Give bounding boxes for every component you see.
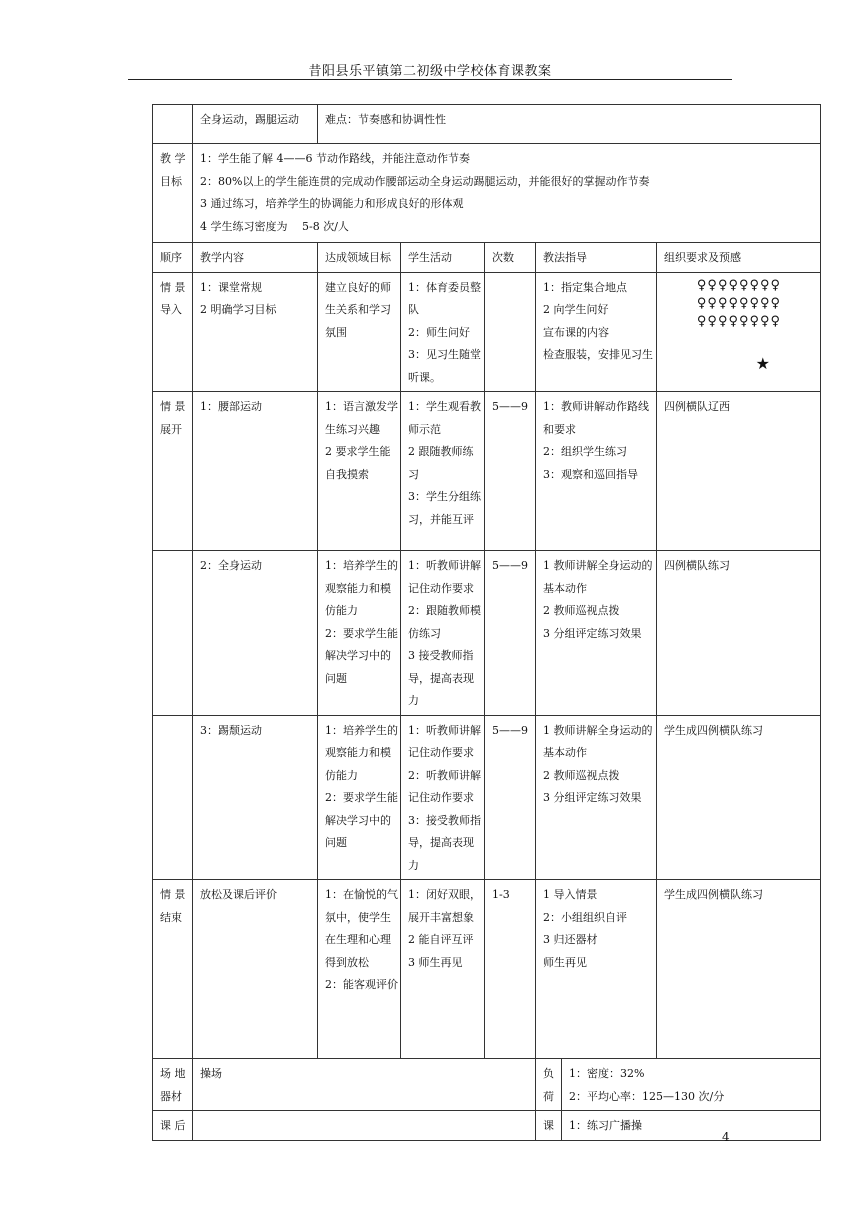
intro-activity: 1：体育委员整 队 2：师生问好 3：见习生随堂 听课。 bbox=[401, 272, 485, 392]
venue-label: 场 地 器材 bbox=[153, 1059, 193, 1111]
col-header-activity: 学生活动 bbox=[401, 243, 485, 273]
develop-guidance: 1 教师讲解全身运动的 基本动作 2 教师巡视点拨 3 分组评定练习效果 bbox=[536, 715, 657, 880]
develop-activity: 1：学生观看教 师示范 2 跟随教师练 习 3：学生分组练 习，并能互评 bbox=[401, 392, 485, 551]
page-number: 4 bbox=[722, 1130, 730, 1144]
after-value bbox=[193, 1111, 536, 1141]
develop-stage: 情 景 展开 bbox=[153, 392, 193, 551]
formation-row: ♀♀♀♀♀♀♀♀ bbox=[696, 313, 782, 329]
topic-row bbox=[153, 105, 821, 144]
develop-stage-continued bbox=[153, 715, 193, 880]
develop-organization: 四例横队辽西 bbox=[657, 392, 821, 551]
ending-row bbox=[153, 880, 821, 1059]
develop-activity: 1：听教师讲解 记住动作要求 2：听教师讲解 记住动作要求 3：接受教师指 导，提高表现 力 bbox=[401, 715, 485, 880]
document-header-title: 昔阳县乐平镇第二初级中学校体育课教案 bbox=[308, 64, 552, 79]
develop-target: 1：语言激发学 生练习兴趣 2 要求学生能 自我摸索 bbox=[318, 392, 401, 551]
intro-count bbox=[485, 272, 536, 392]
teacher-star-icon: ★ bbox=[755, 353, 770, 373]
header-rule bbox=[128, 79, 732, 80]
intro-stage: 情 景 导入 bbox=[153, 272, 193, 392]
topic-content: 全身运动，踢腿运动 bbox=[193, 105, 318, 144]
ending-organization: 学生成四例横队练习 bbox=[657, 880, 821, 1059]
intro-formation bbox=[657, 272, 821, 392]
col-header-order: 顺序 bbox=[153, 243, 193, 273]
ending-activity: 1：闭好双眼， 展开丰富想象 2 能自评互评 3 师生再见 bbox=[401, 880, 485, 1059]
develop-content: 2：全身运动 bbox=[193, 551, 318, 716]
topic-difficulty: 难点：节奏感和协调性性 bbox=[318, 105, 821, 144]
goals-text: 1：学生能了解 4——6 节动作路线，并能注意动作节奏 2：80%以上的学生能连贯的完成动作腰部运动全身运动踢腿运动，并能很好的掌握动作节奏 3 通过练习，培养学生的协调能力和形成良好的形体观 4 学生练习密度为 5-8 次/人 bbox=[193, 144, 821, 243]
formation-row: ♀♀♀♀♀♀♀♀ bbox=[696, 295, 782, 311]
venue-row bbox=[153, 1059, 821, 1111]
develop-row-3 bbox=[153, 715, 821, 880]
develop-guidance: 1：教师讲解动作路线 和要求 2：组织学生练习 3：观察和巡回指导 bbox=[536, 392, 657, 551]
goals-label: 教 学 目标 bbox=[153, 144, 193, 243]
empty-cell bbox=[153, 105, 193, 144]
develop-stage-continued bbox=[153, 551, 193, 716]
develop-row-1 bbox=[153, 392, 821, 551]
col-header-target: 达成领域目标 bbox=[318, 243, 401, 273]
develop-guidance: 1 教师讲解全身运动的 基本动作 2 教师巡视点拨 3 分组评定练习效果 bbox=[536, 551, 657, 716]
class-value: 1：练习广播操 bbox=[562, 1111, 821, 1141]
develop-target: 1：培养学生的 观察能力和模 仿能力 2：要求学生能 解决学习中的 问题 bbox=[318, 551, 401, 716]
ending-count: 1-3 bbox=[485, 880, 536, 1059]
col-header-content: 教学内容 bbox=[193, 243, 318, 273]
intro-target: 建立良好的师 生关系和学习 氛围 bbox=[318, 272, 401, 392]
develop-content: 1：腰部运动 bbox=[193, 392, 318, 551]
intro-row bbox=[153, 272, 821, 392]
develop-count: 5——9 bbox=[485, 551, 536, 716]
develop-count: 5——9 bbox=[485, 715, 536, 880]
load-label: 负 荷 bbox=[536, 1059, 562, 1111]
ending-guidance: 1 导入情景 2：小组组织自评 3 归还器材 师生再见 bbox=[536, 880, 657, 1059]
develop-organization: 四例横队练习 bbox=[657, 551, 821, 716]
intro-guidance: 1：指定集合地点 2 向学生问好 宣布课的内容 检查服装，安排见习生 bbox=[536, 272, 657, 392]
after-label: 课 后 bbox=[153, 1111, 193, 1141]
col-header-guidance: 教法指导 bbox=[536, 243, 657, 273]
ending-target: 1：在愉悦的气 氛中，使学生 在生理和心理 得到放松 2：能客观评价 bbox=[318, 880, 401, 1059]
develop-content: 3：踢颓运动 bbox=[193, 715, 318, 880]
venue-value: 操场 bbox=[193, 1059, 536, 1111]
intro-content: 1：课堂常规 2 明确学习目标 bbox=[193, 272, 318, 392]
class-label: 课 bbox=[536, 1111, 562, 1141]
col-header-organization: 组织要求及预感 bbox=[657, 243, 821, 273]
after-class-row bbox=[153, 1111, 821, 1141]
goals-row bbox=[153, 144, 821, 243]
formation-row: ♀♀♀♀♀♀♀♀ bbox=[696, 277, 782, 293]
develop-activity: 1：听教师讲解 记住动作要求 2：跟随教师模 仿练习 3 接受教师指 导，提高表现 力 bbox=[401, 551, 485, 716]
load-values: 1：密度：32% 2：平均心率：125—130 次/分 bbox=[562, 1059, 821, 1111]
column-header-row bbox=[153, 243, 821, 273]
develop-count: 5——9 bbox=[485, 392, 536, 551]
ending-stage: 情 景 结束 bbox=[153, 880, 193, 1059]
ending-content: 放松及课后评价 bbox=[193, 880, 318, 1059]
develop-organization: 学生成四例横队练习 bbox=[657, 715, 821, 880]
col-header-count: 次数 bbox=[485, 243, 536, 273]
develop-row-2 bbox=[153, 551, 821, 716]
develop-target: 1：培养学生的 观察能力和模 仿能力 2：要求学生能 解决学习中的 问题 bbox=[318, 715, 401, 880]
lesson-plan-table bbox=[152, 104, 821, 1141]
